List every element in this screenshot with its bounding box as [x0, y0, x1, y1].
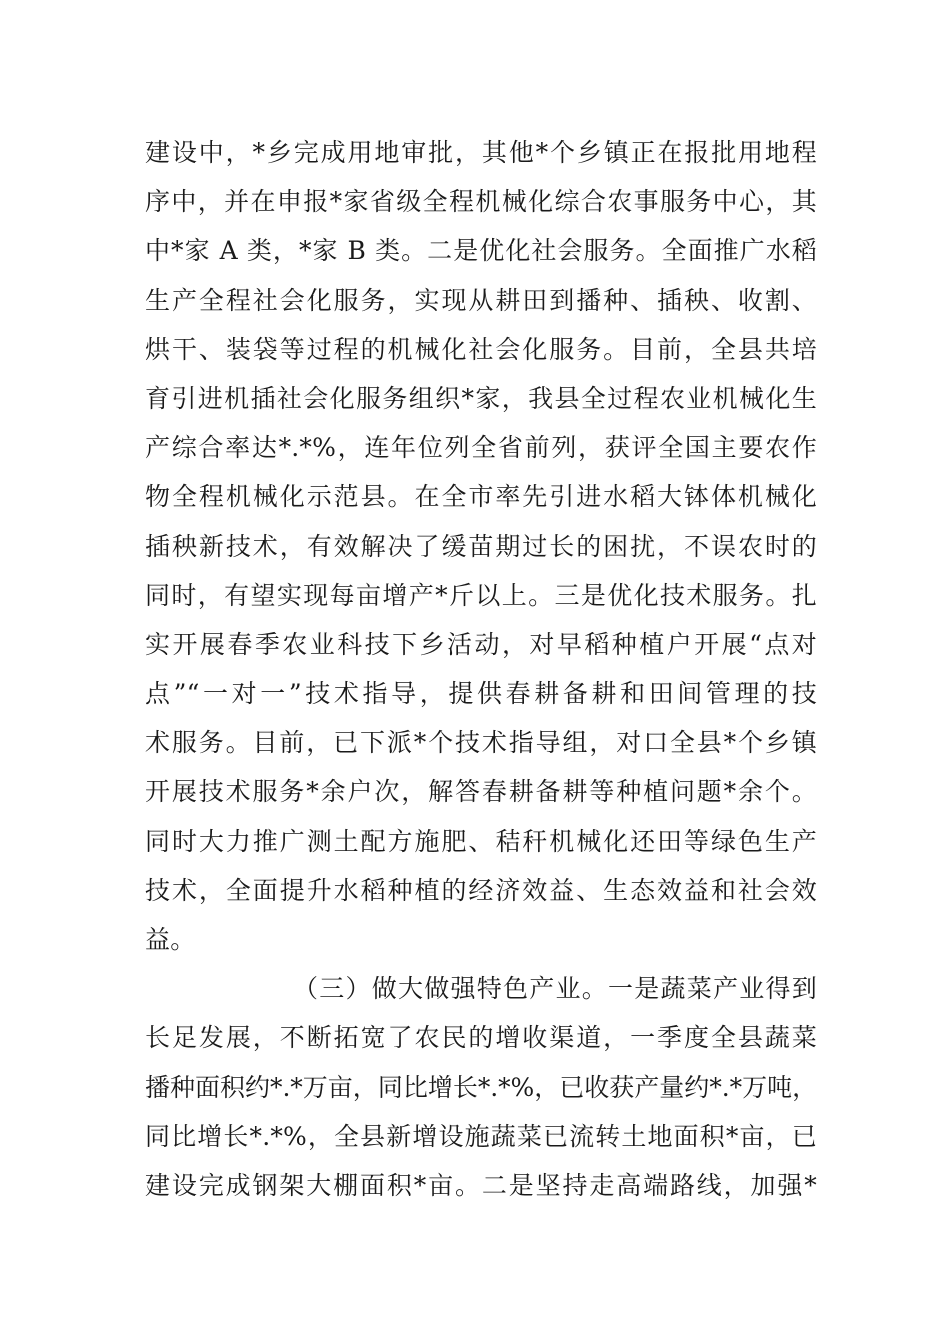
text-line: 插秧新技术，有效解决了缓苗期过长的困扰，不误农时的: [145, 531, 817, 561]
text-line: 同时，有望实现每亩增产*斤以上。三是优化技术服务。扎: [145, 580, 817, 610]
text-line: 播种面积约*.*万亩，同比增长*.*%，已收获产量约*.*万吨，: [145, 1072, 817, 1102]
text-line: 物全程机械化示范县。在全市率先引进水稻大钵体机械化: [145, 482, 817, 512]
section-heading-line: （三）做大做强特色产业。一是蔬菜产业得到: [293, 974, 817, 1004]
text-line: 生产全程社会化服务，实现从耕田到播种、插秧、收割、: [145, 285, 817, 315]
text-line: 开展技术服务*余户次，解答春耕备耕等种植问题*余个。: [145, 777, 817, 807]
text-line: 中*家 A 类，*家 B 类。二是优化社会服务。全面推广水稻: [145, 236, 817, 266]
text-line: 建设中，*乡完成用地审批，其他*个乡镇正在报批用地程: [145, 138, 817, 167]
text-line: 术服务。目前，已下派*个技术指导组，对口全县*个乡镇: [145, 728, 817, 758]
text-line: 同时大力推广测土配方施肥、秸秆机械化还田等绿色生产: [145, 826, 817, 856]
text-line: 产综合率达*.*%，连年位列全省前列，获评全国主要农作: [145, 433, 817, 463]
text-line: 点”“一对一”技术指导，提供春耕备耕和田间管理的技: [145, 679, 817, 709]
paragraph-end-line: 益。: [145, 925, 196, 954]
text-line: 序中，并在申报*家省级全程机械化综合农事服务中心，其: [145, 187, 817, 217]
text-line: 建设完成钢架大棚面积*亩。二是坚持走高端路线，加强*: [145, 1170, 817, 1200]
text-line: 实开展春季农业科技下乡活动，对早稻种植户开展“点对: [145, 629, 817, 659]
body-text: [145, 128, 817, 1210]
text-line: 烘干、装袋等过程的机械化社会化服务。目前，全县共培: [145, 334, 817, 364]
text-line: 育引进机插社会化服务组织*家，我县全过程农业机械化生: [145, 383, 817, 413]
text-line: 同比增长*.*%，全县新增设施蔬菜已流转土地面积*亩，已: [145, 1121, 817, 1151]
text-line: 长足发展，不断拓宽了农民的增收渠道，一季度全县蔬菜: [145, 1023, 817, 1053]
text-line: 技术，全面提升水稻种植的经济效益、生态效益和社会效: [145, 875, 817, 905]
